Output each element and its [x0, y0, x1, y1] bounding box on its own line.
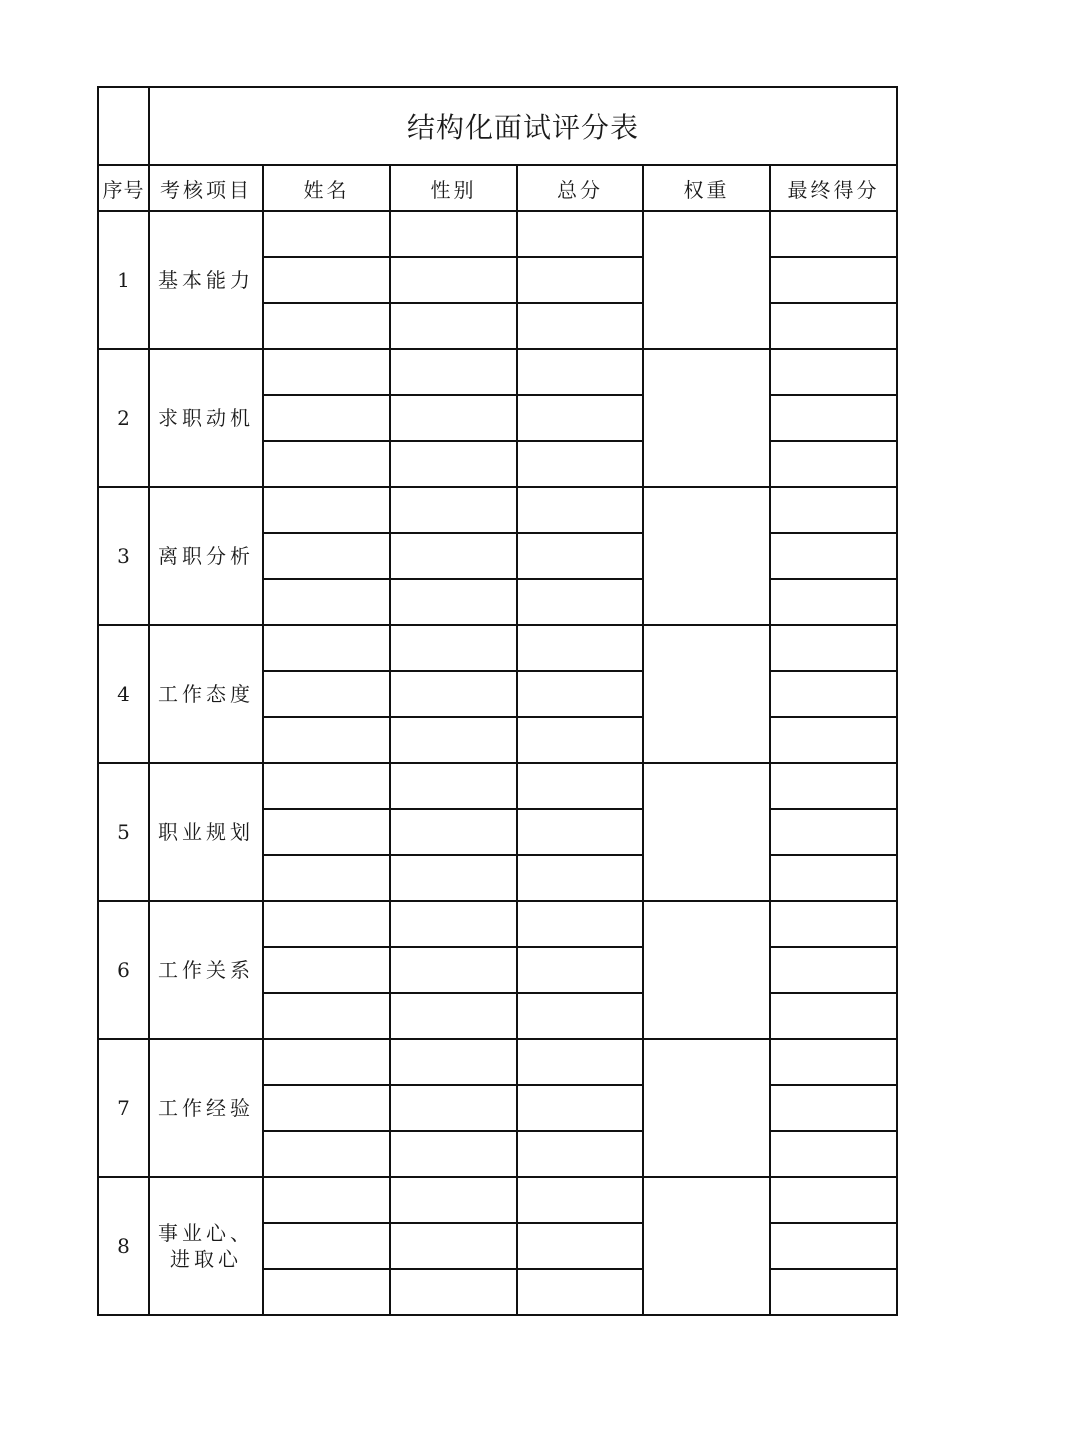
- final-score-cell[interactable]: [770, 671, 897, 717]
- total-cell[interactable]: [517, 947, 643, 993]
- name-cell[interactable]: [263, 533, 390, 579]
- name-cell[interactable]: [263, 441, 390, 487]
- item-seq: 8: [98, 1177, 149, 1315]
- weight-cell[interactable]: [643, 1039, 770, 1177]
- total-cell[interactable]: [517, 579, 643, 625]
- name-cell[interactable]: [263, 257, 390, 303]
- gender-cell[interactable]: [390, 349, 517, 395]
- final-score-cell[interactable]: [770, 717, 897, 763]
- table-row: [98, 901, 897, 947]
- final-score-cell[interactable]: [770, 763, 897, 809]
- item-name: 工作经验: [149, 1039, 263, 1177]
- item-seq: 6: [98, 901, 149, 1039]
- final-score-cell[interactable]: [770, 395, 897, 441]
- final-score-cell[interactable]: [770, 947, 897, 993]
- item-seq: 5: [98, 763, 149, 901]
- table-row: [98, 211, 897, 257]
- header-item: 考核项目: [149, 165, 263, 211]
- total-cell[interactable]: [517, 1223, 643, 1269]
- sheet-title: 结构化面试评分表: [407, 111, 640, 144]
- total-cell[interactable]: [517, 395, 643, 441]
- item-name: 基本能力: [149, 211, 263, 349]
- final-score-cell[interactable]: [770, 1085, 897, 1131]
- name-cell[interactable]: [263, 717, 390, 763]
- name-cell[interactable]: [263, 1177, 390, 1223]
- gender-cell[interactable]: [390, 671, 517, 717]
- final-score-cell[interactable]: [770, 1131, 897, 1177]
- total-cell[interactable]: [517, 303, 643, 349]
- item-name: 离职分析: [149, 487, 263, 625]
- total-cell[interactable]: [517, 809, 643, 855]
- final-score-cell[interactable]: [770, 809, 897, 855]
- total-cell[interactable]: [517, 1131, 643, 1177]
- gender-cell[interactable]: [390, 579, 517, 625]
- name-cell[interactable]: [263, 855, 390, 901]
- total-cell[interactable]: [517, 855, 643, 901]
- item-seq: 3: [98, 487, 149, 625]
- name-cell[interactable]: [263, 993, 390, 1039]
- header-seq: 序号: [98, 165, 149, 211]
- final-score-cell[interactable]: [770, 487, 897, 533]
- header-name: 姓名: [263, 165, 390, 211]
- final-score-cell[interactable]: [770, 303, 897, 349]
- total-cell[interactable]: [517, 1039, 643, 1085]
- gender-cell[interactable]: [390, 395, 517, 441]
- name-cell[interactable]: [263, 671, 390, 717]
- gender-cell[interactable]: [390, 533, 517, 579]
- total-cell[interactable]: [517, 717, 643, 763]
- total-cell[interactable]: [517, 533, 643, 579]
- gender-cell[interactable]: [390, 1085, 517, 1131]
- table-row: [98, 349, 897, 395]
- table-row: [98, 487, 897, 533]
- gender-cell[interactable]: [390, 625, 517, 671]
- name-cell[interactable]: [263, 487, 390, 533]
- gender-cell[interactable]: [390, 487, 517, 533]
- total-cell[interactable]: [517, 487, 643, 533]
- name-cell[interactable]: [263, 1131, 390, 1177]
- gender-cell[interactable]: [390, 1177, 517, 1223]
- total-cell[interactable]: [517, 441, 643, 487]
- name-cell[interactable]: [263, 1085, 390, 1131]
- final-score-cell[interactable]: [770, 349, 897, 395]
- name-cell[interactable]: [263, 901, 390, 947]
- total-cell[interactable]: [517, 901, 643, 947]
- header-row: [98, 165, 897, 211]
- item-seq: 2: [98, 349, 149, 487]
- final-score-cell[interactable]: [770, 441, 897, 487]
- name-cell[interactable]: [263, 1039, 390, 1085]
- final-score-cell[interactable]: [770, 993, 897, 1039]
- final-score-cell[interactable]: [770, 1269, 897, 1315]
- item-name: 工作关系: [149, 901, 263, 1039]
- name-cell[interactable]: [263, 809, 390, 855]
- gender-cell[interactable]: [390, 901, 517, 947]
- gender-cell[interactable]: [390, 441, 517, 487]
- gender-cell[interactable]: [390, 993, 517, 1039]
- name-cell[interactable]: [263, 211, 390, 257]
- table-row: [98, 763, 897, 809]
- total-cell[interactable]: [517, 257, 643, 303]
- name-cell[interactable]: [263, 947, 390, 993]
- gender-cell[interactable]: [390, 947, 517, 993]
- item-name: 求职动机: [149, 349, 263, 487]
- gender-cell[interactable]: [390, 809, 517, 855]
- final-score-cell[interactable]: [770, 901, 897, 947]
- interview-score-table: [97, 86, 898, 1316]
- item-seq: 4: [98, 625, 149, 763]
- name-cell[interactable]: [263, 579, 390, 625]
- item-name: 工作态度: [149, 625, 263, 763]
- weight-cell[interactable]: [643, 349, 770, 487]
- weight-cell[interactable]: [643, 211, 770, 349]
- gender-cell[interactable]: [390, 303, 517, 349]
- total-cell[interactable]: [517, 625, 643, 671]
- title-row: [98, 87, 897, 165]
- item-name-line: 事业心、: [158, 1221, 254, 1245]
- item-seq: 1: [98, 211, 149, 349]
- title-corner-cell: [98, 87, 149, 165]
- weight-cell[interactable]: [643, 1177, 770, 1315]
- total-cell[interactable]: [517, 1085, 643, 1131]
- name-cell[interactable]: [263, 349, 390, 395]
- total-cell[interactable]: [517, 1177, 643, 1223]
- gender-cell[interactable]: [390, 211, 517, 257]
- table-row: [98, 1177, 897, 1223]
- final-score-cell[interactable]: [770, 1177, 897, 1223]
- title-cell: [149, 87, 897, 165]
- final-score-cell[interactable]: [770, 579, 897, 625]
- final-score-cell[interactable]: [770, 211, 897, 257]
- final-score-cell[interactable]: [770, 1223, 897, 1269]
- gender-cell[interactable]: [390, 763, 517, 809]
- total-cell[interactable]: [517, 211, 643, 257]
- weight-cell[interactable]: [643, 901, 770, 1039]
- name-cell[interactable]: [263, 625, 390, 671]
- header-weight: 权重: [643, 165, 770, 211]
- total-cell[interactable]: [517, 763, 643, 809]
- gender-cell[interactable]: [390, 1223, 517, 1269]
- gender-cell[interactable]: [390, 257, 517, 303]
- table-row: [98, 625, 897, 671]
- header-final: 最终得分: [770, 165, 897, 211]
- gender-cell[interactable]: [390, 717, 517, 763]
- item-name-line: 进取心: [170, 1247, 242, 1271]
- final-score-cell[interactable]: [770, 855, 897, 901]
- total-cell[interactable]: [517, 671, 643, 717]
- gender-cell[interactable]: [390, 855, 517, 901]
- table-row: [98, 1039, 897, 1085]
- total-cell[interactable]: [517, 993, 643, 1039]
- name-cell[interactable]: [263, 303, 390, 349]
- final-score-cell[interactable]: [770, 625, 897, 671]
- gender-cell[interactable]: [390, 1039, 517, 1085]
- name-cell[interactable]: [263, 1223, 390, 1269]
- gender-cell[interactable]: [390, 1269, 517, 1315]
- header-gender: 性别: [390, 165, 517, 211]
- header-total: 总分: [517, 165, 643, 211]
- name-cell[interactable]: [263, 1269, 390, 1315]
- item-seq: 7: [98, 1039, 149, 1177]
- name-cell[interactable]: [263, 763, 390, 809]
- total-cell[interactable]: [517, 1269, 643, 1315]
- final-score-cell[interactable]: [770, 257, 897, 303]
- gender-cell[interactable]: [390, 1131, 517, 1177]
- final-score-cell[interactable]: [770, 533, 897, 579]
- weight-cell[interactable]: [643, 487, 770, 625]
- item-name: 职业规划: [149, 763, 263, 901]
- name-cell[interactable]: [263, 395, 390, 441]
- weight-cell[interactable]: [643, 763, 770, 901]
- final-score-cell[interactable]: [770, 1039, 897, 1085]
- item-name: [149, 1177, 263, 1315]
- total-cell[interactable]: [517, 349, 643, 395]
- weight-cell[interactable]: [643, 625, 770, 763]
